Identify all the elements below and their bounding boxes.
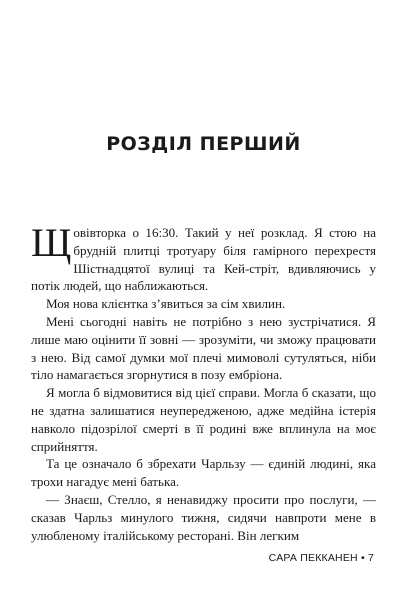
chapter-body (31, 220, 376, 544)
drop-cap: Щ (31, 220, 72, 265)
footer-author: САРА ПЕККАНЕН (268, 552, 358, 564)
paragraph-3: Мені сьогодні навіть не потрібно з нею зустрічатися. Я лише маю оцінити її зовні — зрозуміти, чи зможу працювати з нею. Від самої думки мої плечі мимоволі сутуляться, ніби тіло намагається згорнутися в позу ембріона. (31, 313, 376, 383)
chapter-title: РОЗДІЛ ПЕРШИЙ (106, 133, 301, 155)
footer-separator: • (360, 552, 365, 564)
paragraph-4: Я могла б відмовитися від цієї справи. Могла б сказати, що не здатна залишатися неупередженою, адже медійна істерія навколо підозрілої смерті в її родині вже вплинула на моє сприйняття. (31, 385, 376, 454)
paragraph-5: Та це означало б збрехати Чарльзу — єдиній людині, яка трохи нагадує мені батька. (31, 456, 376, 490)
page-number: 7 (367, 552, 374, 564)
paragraph-6: — Знаєш, Стелло, я ненавиджу просити про послуги, — сказав Чарльз минулого тижня, сидячи навпроти мене в улюбленому італійському ресторані. Він легким (31, 491, 376, 543)
paragraph-2: Моя нова клієнтка з’явиться за сім хвилин. (46, 296, 286, 312)
paragraph-1-text: овівторка о 16:30. Такий у неї розклад. Я стою на брудній плитці тротуару біля гамірного перехрестя Шістнадцятої вулиці та Кей-стріт, вдивляючись у потік людей, що наближаються. (31, 225, 376, 294)
running-footer (269, 552, 374, 564)
paragraph-1 (31, 220, 376, 295)
